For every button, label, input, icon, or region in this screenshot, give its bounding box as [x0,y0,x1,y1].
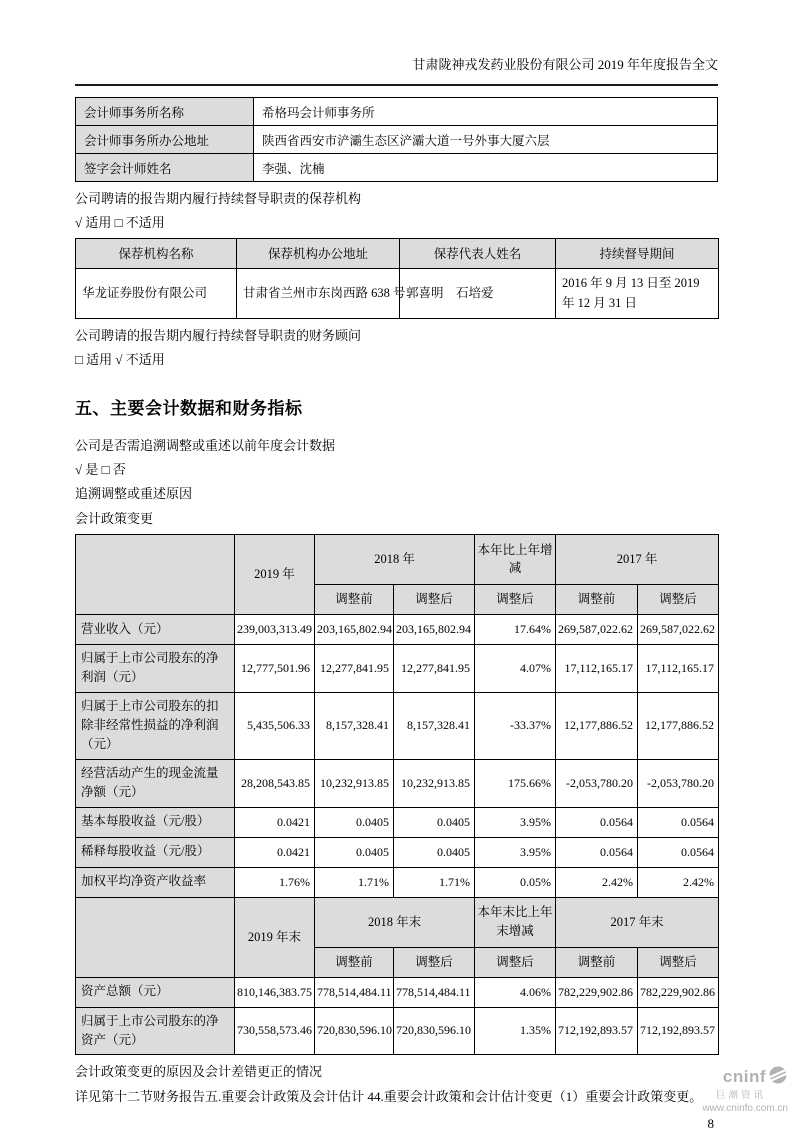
cell-value: 28,208,543.85 [235,759,315,807]
corner-cell [76,534,235,614]
cell-value: 17,112,165.17 [556,644,638,692]
cell-value: 720,830,596.10 [315,1007,394,1055]
cell-value: 8,157,328.41 [315,692,394,759]
page-header [75,0,718,86]
cell-value: 0.0564 [638,807,719,837]
table-row [76,977,719,1007]
cell-value: 730,558,573.46 [235,1007,315,1055]
cninfo-swirl-icon [768,1065,788,1090]
table-row [76,614,719,644]
table-row [76,644,719,692]
restate-answer: √ 是 □ 否 [75,461,126,477]
cell-value: 782,229,902.86 [638,977,719,1007]
cell-value: 1.35% [475,1007,556,1055]
sponsor-address: 甘肃省兰州市东岗西路 638 号 [237,268,400,318]
row-label: 会计师事务所名称 [76,98,254,126]
section-heading: 五、主要会计数据和财务指标 [75,398,303,418]
cell-value: 0.0564 [638,837,719,867]
advisor-intro: 公司聘请的报告期内履行持续督导职责的财务顾问 [75,327,362,343]
column-header-change-end: 本年末比上年末增减 [475,897,556,947]
column-header: 持续督导期间 [556,238,719,268]
cell-value: 778,514,484.11 [394,977,475,1007]
row-label: 签字会计师姓名 [76,154,254,182]
cell-value: 0.0564 [556,807,638,837]
table-header-row [76,534,719,584]
cell-value: 810,146,383.75 [235,977,315,1007]
restate-question: 公司是否需追溯调整或重述以前年度会计数据 [75,437,336,453]
cell-value: 0.0405 [315,837,394,867]
row-value: 希格玛会计师事务所 [254,98,718,126]
accounting-firm-table [75,97,718,182]
cell-value: 720,830,596.10 [394,1007,475,1055]
table-row [76,759,719,807]
sponsor-period: 2016 年 9 月 13 日至 2019 年 12 月 31 日 [556,268,719,318]
cninfo-logo-top [702,1065,788,1090]
subheader-after: 调整后 [638,947,719,977]
restate-reason: 会计政策变更 [75,510,154,526]
cell-value: 12,277,841.95 [394,644,475,692]
cell-value: 782,229,902.86 [556,977,638,1007]
column-header-2018-end: 2018 年末 [315,897,475,947]
subheader-after: 调整后 [394,947,475,977]
note-line-1: 会计政策变更的原因及会计差错更正的情况 [75,1064,323,1080]
cell-value: -2,053,780.20 [638,759,719,807]
cell-value: 12,777,501.96 [235,644,315,692]
table-row [76,126,718,154]
restate-reason-label: 追溯调整或重述原因 [75,486,193,502]
column-header-2019-end: 2019 年末 [235,897,315,977]
cell-value: 0.0405 [394,807,475,837]
financial-indicators-table [75,534,719,1055]
column-header-2017-end: 2017 年末 [556,897,719,947]
column-header-2017: 2017 年 [556,534,719,584]
cell-value: 239,003,313.49 [235,614,315,644]
advisor-applicability: □ 适用 √ 不适用 [75,352,165,368]
subheader-after: 调整后 [394,584,475,614]
cell-value: 0.05% [475,867,556,897]
cell-value: 5,435,506.33 [235,692,315,759]
cell-value: 4.06% [475,977,556,1007]
cell-value: 12,177,886.52 [638,692,719,759]
cell-value: -2,053,780.20 [556,759,638,807]
row-label: 归属于上市公司股东的净利润（元） [76,644,235,692]
cell-value: 2.42% [556,867,638,897]
cell-value: 17.64% [475,614,556,644]
subheader-before: 调整前 [556,584,638,614]
sponsor-name: 华龙证券股份有限公司 [76,268,237,318]
table-row [76,154,718,182]
table-row [76,98,718,126]
table-header-row [76,238,719,268]
cell-value: 10,232,913.85 [315,759,394,807]
cell-value: 8,157,328.41 [394,692,475,759]
table-row [76,807,719,837]
row-label: 稀释每股收益（元/股） [76,837,235,867]
column-header-change: 本年比上年增减 [475,534,556,584]
sponsor-applicability: √ 适用 □ 不适用 [75,215,165,231]
column-header-2018: 2018 年 [315,534,475,584]
cell-value: 175.66% [475,759,556,807]
page-content [75,0,718,1132]
column-header: 保荐机构名称 [76,238,237,268]
cell-value: 2.42% [638,867,719,897]
column-header: 保荐机构办公地址 [237,238,400,268]
column-header-2019: 2019 年 [235,534,315,614]
row-label: 经营活动产生的现金流量净额（元） [76,759,235,807]
row-label: 加权平均净资产收益率 [76,867,235,897]
note-line-2: 详见第十二节财务报告五.重要会计政策及会计估计 44.重要会计政策和会计估计变更（1）重要会计政策变更。 [75,1088,703,1104]
table-row [76,837,719,867]
cell-value: 1.76% [235,867,315,897]
cninfo-url: www.cninfo.com.cn [702,1103,788,1114]
table-row [76,692,719,759]
report-title: 甘肃陇神戎发药业股份有限公司 2019 年年度报告全文 [412,57,718,72]
table-row [76,268,719,318]
cell-value: 12,277,841.95 [315,644,394,692]
cell-value: 0.0421 [235,837,315,867]
cell-value: 0.0564 [556,837,638,867]
subheader-before: 调整前 [315,947,394,977]
column-header: 保荐代表人姓名 [400,238,556,268]
sponsor-table [75,238,719,319]
cell-value: 4.07% [475,644,556,692]
cninfo-logo [702,1065,788,1114]
cninfo-chinese-name: 巨潮资讯 [715,1090,766,1101]
table-row [76,1007,719,1055]
subheader-before: 调整前 [556,947,638,977]
page-number: 8 [707,1115,714,1131]
corner-cell [76,897,235,977]
row-label: 归属于上市公司股东的净资产（元） [76,1007,235,1055]
cell-value: 1.71% [315,867,394,897]
table-header-row [76,897,719,947]
row-value: 李强、沈楠 [254,154,718,182]
cell-value: 269,587,022.62 [638,614,719,644]
cell-value: 0.0405 [315,807,394,837]
cell-value: 10,232,913.85 [394,759,475,807]
cell-value: 17,112,165.17 [638,644,719,692]
cell-value: -33.37% [475,692,556,759]
subheader-before: 调整前 [315,584,394,614]
row-label: 归属于上市公司股东的扣除非经常性损益的净利润（元） [76,692,235,759]
row-label: 资产总额（元） [76,977,235,1007]
cell-value: 3.95% [475,837,556,867]
cell-value: 712,192,893.57 [556,1007,638,1055]
cell-value: 778,514,484.11 [315,977,394,1007]
cell-value: 203,165,802.94 [315,614,394,644]
row-value: 陕西省西安市浐灞生态区浐灞大道一号外事大厦六层 [254,126,718,154]
cell-value: 0.0405 [394,837,475,867]
cell-value: 712,192,893.57 [638,1007,719,1055]
cell-value: 0.0421 [235,807,315,837]
cell-value: 203,165,802.94 [394,614,475,644]
cell-value: 1.71% [394,867,475,897]
subheader-after: 调整后 [475,947,556,977]
row-label: 营业收入（元） [76,614,235,644]
sponsor-intro: 公司聘请的报告期内履行持续督导职责的保荐机构 [75,191,362,206]
row-label: 会计师事务所办公地址 [76,126,254,154]
subheader-after: 调整后 [475,584,556,614]
row-label: 基本每股收益（元/股） [76,807,235,837]
cninfo-brand-text: cninf [722,1066,766,1086]
cell-value: 3.95% [475,807,556,837]
cell-value: 269,587,022.62 [556,614,638,644]
table-row [76,867,719,897]
sponsor-representatives: 郭喜明 石培爱 [400,268,556,318]
cell-value: 12,177,886.52 [556,692,638,759]
subheader-after: 调整后 [638,584,719,614]
